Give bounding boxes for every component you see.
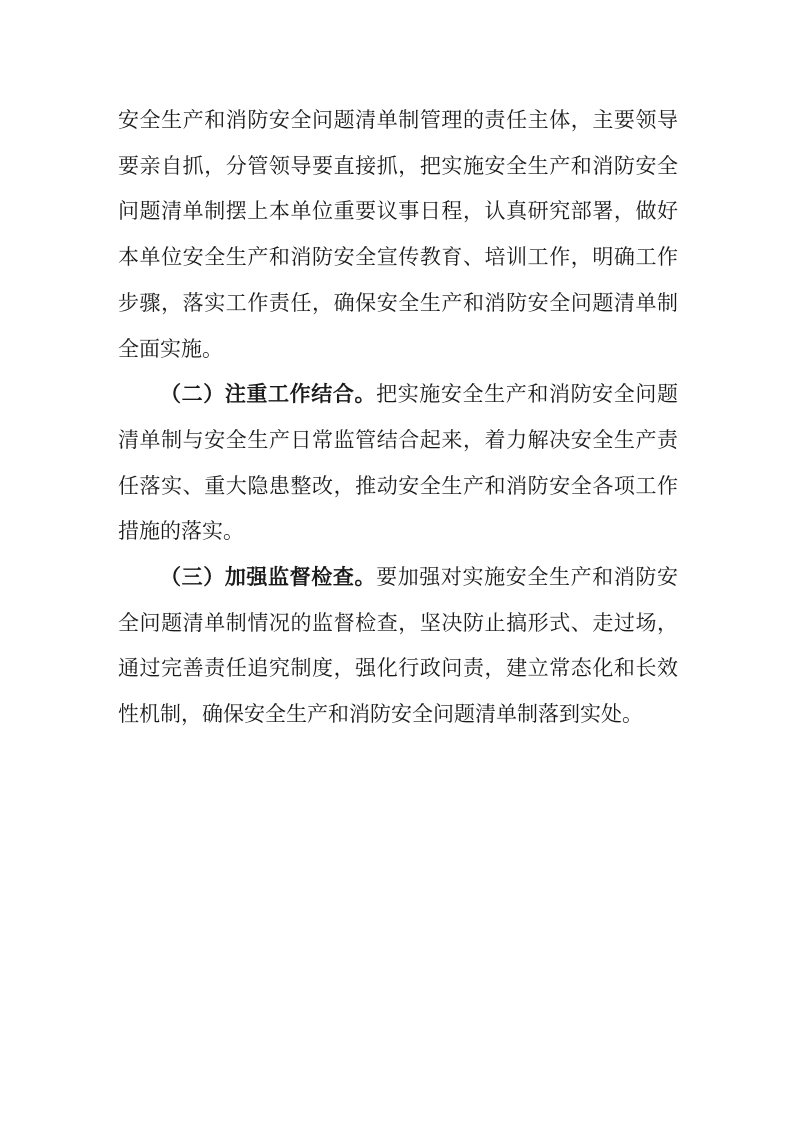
- paragraph-work-integration: [118, 372, 678, 555]
- paragraph-supervision: [118, 555, 678, 738]
- section-heading-3: （三）加强监督检查。: [160, 565, 377, 590]
- paragraph-responsibility: [118, 98, 678, 372]
- paragraph-text: 要加强对实施安全生产和消防安全问题清单制情况的监督检查，坚决防止搞形式、走过场，通过完善责任追究制度，强化行政问责，建立常态化和长效性机制，确保安全生产和消防安全问题清单制落到实处。: [118, 565, 679, 727]
- document-body: [118, 98, 678, 738]
- paragraph-text: 安全生产和消防安全问题清单制管理的责任主体，主要领导要亲自抓，分管领导要直接抓，把实施安全生产和消防安全问题清单制摆上本单位重要议事日程，认真研究部署，做好本单位安全生产和消防安全宣传教育、培训工作，明确工作步骤，落实工作责任，确保安全生产和消防安全问题清单制全面实施。: [118, 108, 678, 361]
- section-heading-2: （二）注重工作结合。: [160, 382, 377, 407]
- paragraph-text: 把实施安全生产和消防安全问题清单制与安全生产日常监管结合起来，着力解决安全生产责任落实、重大隐患整改，推动安全生产和消防安全各项工作措施的落实。: [118, 382, 679, 544]
